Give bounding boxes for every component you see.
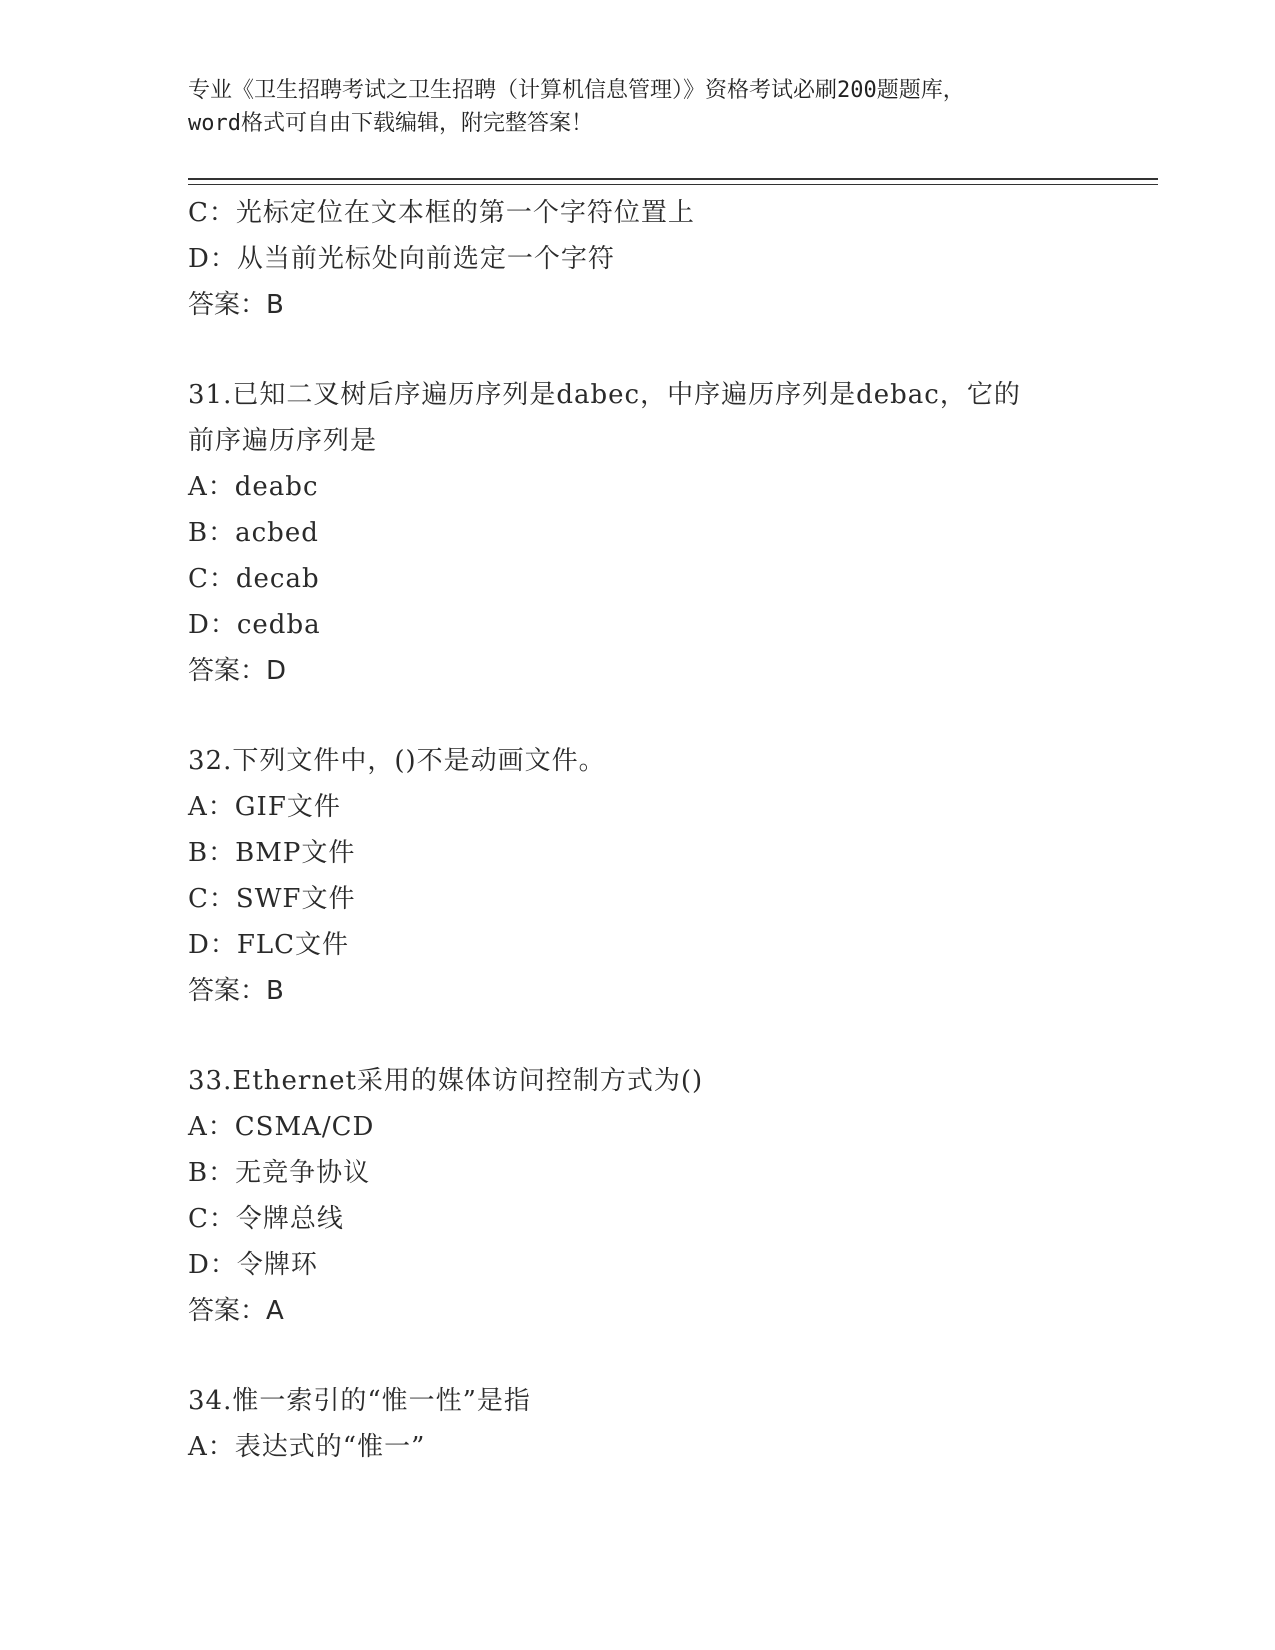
answer-label: 答案：D — [188, 656, 287, 686]
question-stem: 34.惟一索引的“惟一性”是指 — [188, 1386, 531, 1416]
option-c: C：SWF文件 — [188, 884, 356, 914]
document-header — [188, 74, 1088, 140]
option-b: B：BMP文件 — [188, 838, 356, 868]
option-a: A：CSMA/CD — [188, 1112, 375, 1142]
question-33 — [188, 1058, 1148, 1334]
question-stem: 32.下列文件中，()不是动画文件。 — [188, 746, 606, 776]
option-a: A：GIF文件 — [188, 792, 341, 822]
question-stem: 31.已知二叉树后序遍历序列是dabec，中序遍历序列是debac，它的 — [188, 380, 1021, 410]
option-a: A：表达式的“惟一” — [188, 1432, 426, 1462]
question-32 — [188, 738, 1148, 1014]
option-c: C：光标定位在文本框的第一个字符位置上 — [188, 198, 695, 228]
option-d: D：FLC文件 — [188, 930, 350, 960]
spacer — [188, 1334, 1148, 1378]
option-d: D：cedba — [188, 610, 321, 640]
spacer — [188, 328, 1148, 372]
question-list — [188, 190, 1148, 1470]
spacer — [188, 1014, 1148, 1058]
spacer — [188, 694, 1148, 738]
option-c: C：decab — [188, 564, 320, 594]
answer-label: 答案：B — [188, 976, 284, 1006]
option-b: B：无竞争协议 — [188, 1158, 371, 1188]
option-d: D：令牌环 — [188, 1250, 318, 1280]
question-30-tail — [188, 190, 1148, 328]
answer-label: 答案：A — [188, 1296, 284, 1326]
option-d: D：从当前光标处向前选定一个字符 — [188, 244, 615, 274]
option-b: B：acbed — [188, 518, 319, 548]
question-31 — [188, 372, 1148, 694]
question-34 — [188, 1378, 1148, 1470]
option-c: C：令牌总线 — [188, 1204, 344, 1234]
header-title-line-2: word格式可自由下载编辑，附完整答案！ — [188, 111, 593, 136]
question-stem: 33.Ethernet采用的媒体访问控制方式为() — [188, 1066, 704, 1096]
question-stem-continued: 前序遍历序列是 — [188, 426, 378, 456]
option-a: A：deabc — [188, 472, 319, 502]
header-title-line-1: 专业《卫生招聘考试之卫生招聘（计算机信息管理）》资格考试必刷200题题库， — [188, 78, 965, 103]
answer-label: 答案：B — [188, 290, 284, 320]
header-divider-thin — [188, 184, 1158, 185]
header-divider-thick — [188, 178, 1158, 180]
